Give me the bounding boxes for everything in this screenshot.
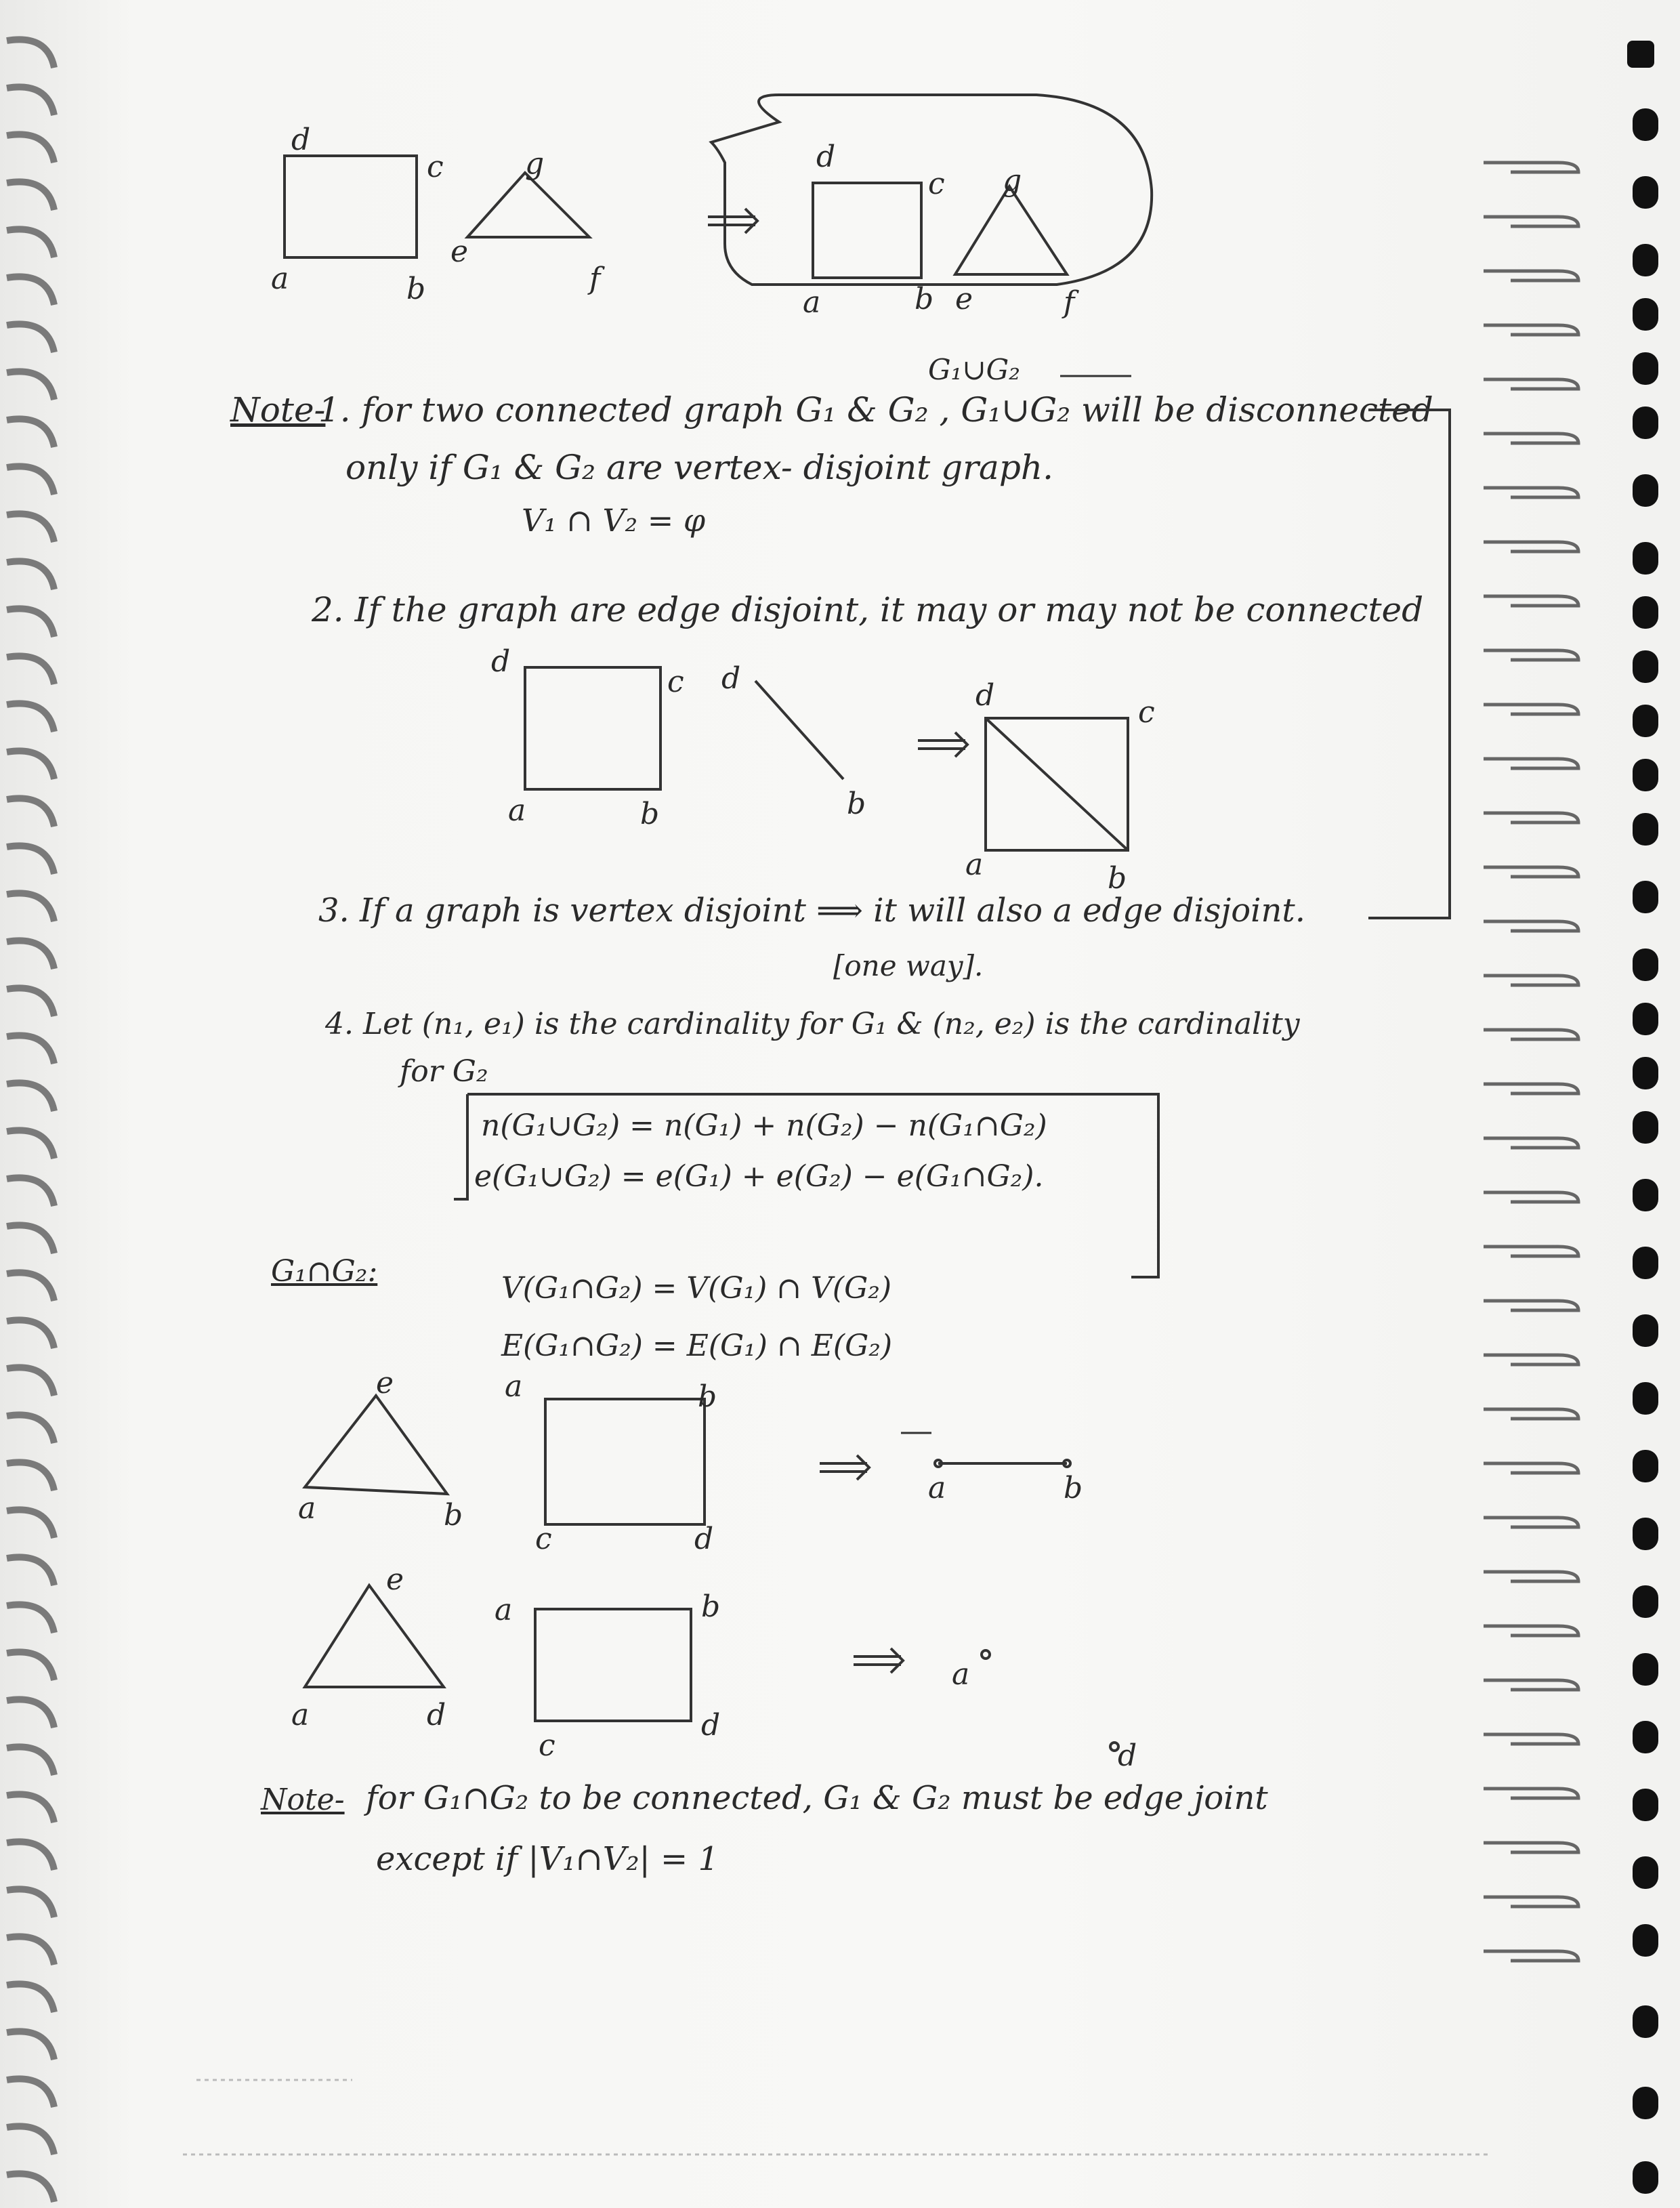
ex1-rect-b: b [698, 1379, 717, 1414]
ex2-tri-d: d [427, 1698, 446, 1732]
ex1-rect-d: d [694, 1522, 714, 1556]
union-label-a: a [803, 285, 821, 320]
note2-g2-d: d [721, 661, 741, 696]
ex2-rect-b: b [701, 1589, 721, 1624]
note3-sub: [one way]. [833, 949, 984, 982]
ex1-rect-c: c [535, 1522, 552, 1556]
ex1-tri-a: a [298, 1491, 316, 1526]
ex2-tri-a: a [291, 1698, 310, 1732]
intersection-heading: G₁∩G₂: [271, 1254, 378, 1289]
g1-label-a: a [271, 262, 289, 296]
note4-formula1: n(G₁∪G₂) = n(G₁) + n(G₂) − n(G₁∩G₂) [481, 1108, 1047, 1143]
g2-label-e: e [450, 234, 469, 269]
g2-label-f: f [589, 262, 601, 296]
g2-label-g: g [525, 146, 545, 181]
note1-line2: only if G₁ & G₂ are vertex- disjoint graph. [345, 448, 1053, 487]
ex2-rect-a: a [495, 1593, 513, 1627]
note4-formula2: e(G₁∪G₂) = e(G₁) + e(G₂) − e(G₁∩G₂). [474, 1159, 1044, 1194]
g1-label-b: b [406, 272, 426, 306]
union-label-f: f [1064, 285, 1075, 320]
g1-label-d: d [291, 123, 311, 157]
note2-g1-c: c [667, 665, 684, 699]
note1-prefix: Note- [230, 390, 326, 430]
union-heading: G₁∪G₂ [928, 353, 1020, 386]
note2-g1-b: b [640, 797, 660, 831]
final-note-line1: for G₁∩G₂ to be connected, G₁ & G₂ must be edge joint [366, 1779, 1268, 1817]
note4-line1: 4. Let (n₁, e₁) is the cardinality for G₁ & (n₂, e₂) is the cardinality [325, 1007, 1300, 1041]
note2-g1-a: a [508, 793, 526, 828]
union-label-c: c [928, 167, 945, 201]
note2-result-b: b [1108, 861, 1127, 896]
note1-line1: 1. for two connected graph G₁ & G₂ , G₁∪G₂ will be disconnected [318, 390, 1433, 430]
ex2-result-a: a [952, 1657, 970, 1692]
union-label-e: e [955, 282, 973, 316]
note2-text: 2. If the graph are edge disjoint, it may or may not be connected [312, 590, 1424, 629]
union-label-b: b [915, 282, 934, 316]
note2-g1-d: d [491, 644, 511, 679]
note4-line2: for G₂ [400, 1054, 488, 1089]
final-note-line2: except if |V₁∩V₂| = 1 [376, 1840, 719, 1878]
ex2-rect-d: d [701, 1708, 721, 1743]
intersection-vline: V(G₁∩G₂) = V(G₁) ∩ V(G₂) [501, 1271, 892, 1306]
g1-label-c: c [427, 150, 444, 184]
union-label-d: d [816, 140, 836, 174]
ex2-result-d: d [1118, 1738, 1137, 1773]
intersection-eline: E(G₁∩G₂) = E(G₁) ∩ E(G₂) [501, 1329, 893, 1363]
note2-result-d: d [975, 678, 995, 713]
final-note-prefix: Note- [261, 1783, 345, 1817]
ex1-tri-b: b [444, 1498, 463, 1533]
note3-text: 3. If a graph is vertex disjoint ⟹ it will also a edge disjoint. [318, 892, 1305, 930]
note2-result-c: c [1138, 695, 1155, 730]
note2-g2-b: b [847, 787, 866, 821]
ex1-rect-a: a [505, 1369, 523, 1404]
ex1-result-a: a [928, 1471, 946, 1505]
ex1-tri-e: e [376, 1366, 394, 1400]
note2-result-a: a [965, 848, 984, 882]
ex2-tri-e: e [386, 1562, 404, 1597]
ex1-result-b: b [1064, 1471, 1083, 1505]
union-label-g: g [1003, 163, 1022, 198]
note1-line3: V₁ ∩ V₂ = φ [522, 502, 706, 539]
ex2-rect-c: c [539, 1728, 555, 1763]
